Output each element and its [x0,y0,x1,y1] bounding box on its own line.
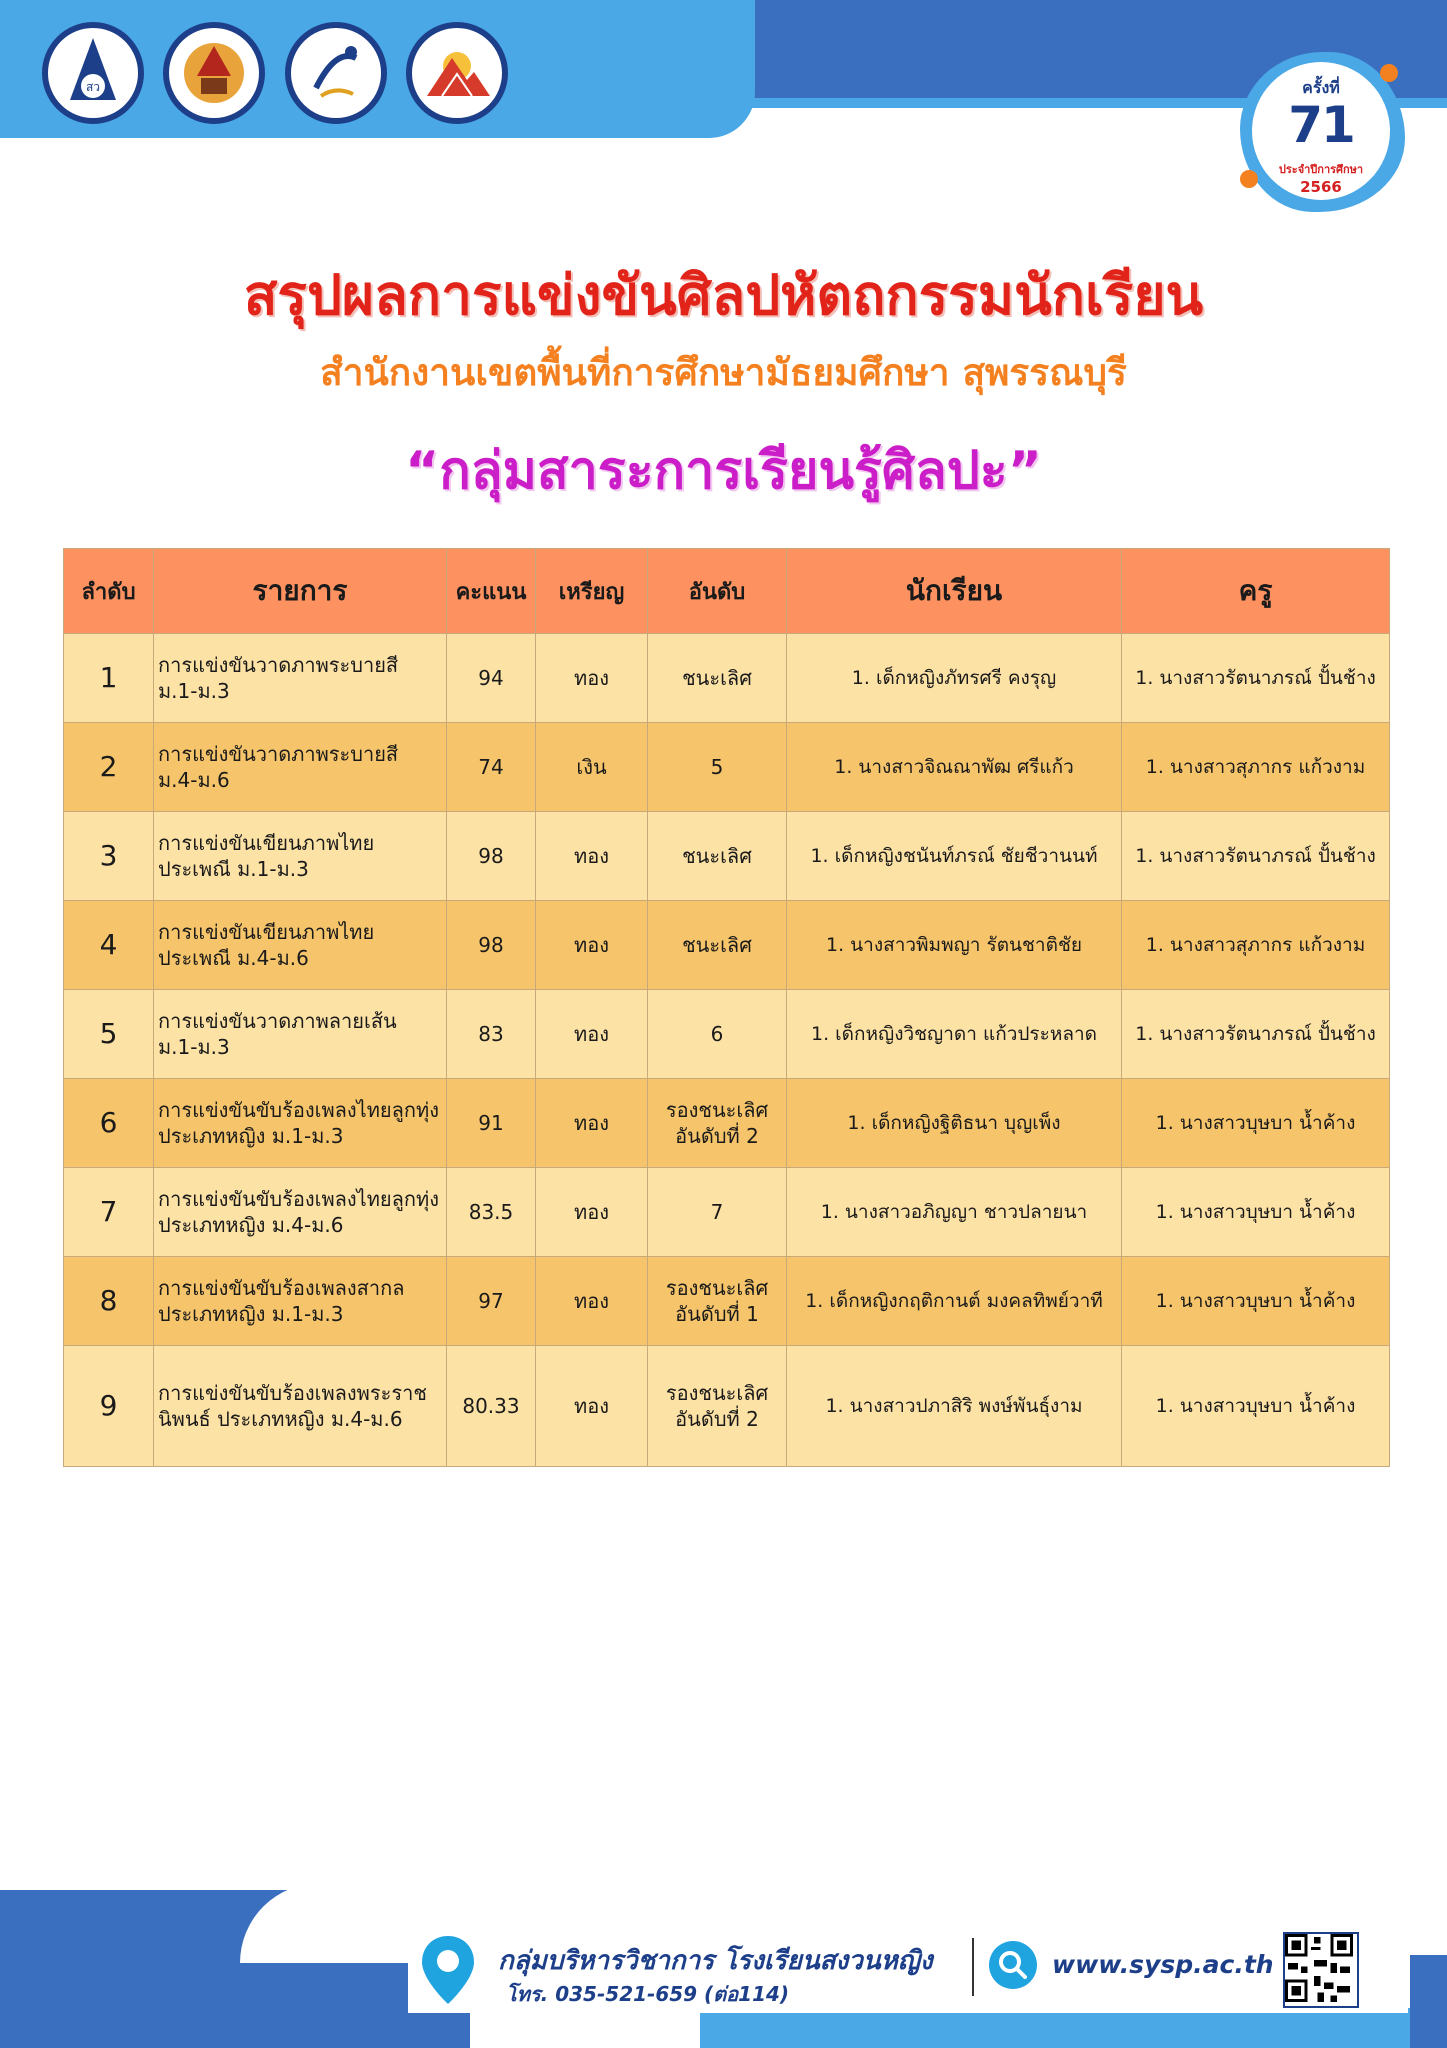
qr-code-icon [1283,1932,1359,2008]
header-score: คะแนน [447,549,536,634]
footer-band-corner [1410,1955,1447,2048]
cell-teacher: 1. นางสาวรัตนาภรณ์ ปั้นช้าง [1122,634,1390,723]
footer-band-light [700,2008,1447,2048]
table-row [64,1079,1390,1168]
cell-rank: ชนะเลิศ [648,634,787,723]
cell-order: 6 [64,1079,154,1168]
cell-item: การแข่งขันขับร้องเพลงสากล ประเภทหญิง ม.1-ม.3 [154,1257,447,1346]
cell-item: การแข่งขันวาดภาพระบายสี ม.1-ม.3 [154,634,447,723]
cell-teacher: 1. นางสาวสุภากร แก้วงาม [1122,901,1390,990]
cell-student: 1. เด็กหญิงวิชญาดา แก้วประหลาด [787,990,1122,1079]
table-row [64,634,1390,723]
cell-rank: รองชนะเลิศ อันดับที่ 2 [648,1079,787,1168]
subject-group-title: “กลุ่มสาระการเรียนรู้ศิลปะ” [405,441,1042,501]
cell-order: 7 [64,1168,154,1257]
cell-teacher: 1. นางสาวรัตนาภรณ์ ปั้นช้าง [1122,812,1390,901]
cell-item: การแข่งขันขับร้องเพลงไทยลูกทุ่ง ประเภทหญิง ม.1-ม.3 [154,1079,447,1168]
cell-medal: ทอง [536,1079,648,1168]
cell-item: การแข่งขันขับร้องเพลงพระราชนิพนธ์ ประเภทหญิง ม.4-ม.6 [154,1346,447,1467]
cell-student: 1. เด็กหญิงฐิติธนา บุญเพ็ง [787,1079,1122,1168]
cell-item: การแข่งขันเขียนภาพไทยประเพณี ม.1-ม.3 [154,812,447,901]
cell-teacher: 1. นางสาวบุษบา น้ำค้าง [1122,1346,1390,1467]
table-row [64,990,1390,1079]
cell-score: 97 [447,1257,536,1346]
footer-divider [972,1938,974,1996]
cell-rank: 7 [648,1168,787,1257]
cell-order: 9 [64,1346,154,1467]
cell-medal: ทอง [536,990,648,1079]
cell-score: 98 [447,812,536,901]
footer-phone: โทร. 035-521-659 (ต่อ114) [506,1982,790,2006]
table-row [64,901,1390,990]
cell-item: การแข่งขันขับร้องเพลงไทยลูกทุ่ง ประเภทหญิง ม.4-ม.6 [154,1168,447,1257]
cell-teacher: 1. นางสาวสุภากร แก้วงาม [1122,723,1390,812]
cell-score: 83.5 [447,1168,536,1257]
cell-student: 1. เด็กหญิงภัทรศรี คงรุญ [787,634,1122,723]
cell-student: 1. เด็กหญิงกฤติกานต์ มงคลทิพย์วาที [787,1257,1122,1346]
cell-teacher: 1. นางสาวรัตนาภรณ์ ปั้นช้าง [1122,990,1390,1079]
cell-rank: 6 [648,990,787,1079]
cell-rank: รองชนะเลิศ อันดับที่ 2 [648,1346,787,1467]
footer-website[interactable]: www.sysp.ac.th [1052,1950,1274,1979]
cell-student: 1. นางสาวพิมพญา รัตนชาติชัย [787,901,1122,990]
header-medal: เหรียญ [536,549,648,634]
cell-order: 8 [64,1257,154,1346]
cell-medal: ทอง [536,901,648,990]
cell-student: 1. เด็กหญิงชนันท์ภรณ์ ชัยชีวานนท์ [787,812,1122,901]
table-row [64,1257,1390,1346]
results-table [63,548,1390,1467]
cell-medal: ทอง [536,1168,648,1257]
footer-organization: กลุ่มบริหารวิชาการ โรงเรียนสงวนหญิง [498,1946,933,1976]
cell-teacher: 1. นางสาวบุษบา น้ำค้าง [1122,1079,1390,1168]
cell-rank: ชนะเลิศ [648,812,787,901]
cell-teacher: 1. นางสาวบุษบา น้ำค้าง [1122,1168,1390,1257]
ministry-emblem-logo [163,22,265,124]
cell-score: 80.33 [447,1346,536,1467]
location-pin-icon [418,1934,478,2006]
cell-item: การแข่งขันเขียนภาพไทยประเพณี ม.4-ม.6 [154,901,447,990]
cell-item: การแข่งขันวาดภาพลายเส้น ม.1-ม.3 [154,990,447,1079]
cell-student: 1. นางสาวปภาสิริ พงษ์พันธุ์งาม [787,1346,1122,1467]
cell-medal: ทอง [536,634,648,723]
badge-year: 2566 [1300,178,1342,196]
cell-order: 3 [64,812,154,901]
badge-top-text: ครั้งที่ [1302,78,1340,97]
cell-student: 1. นางสาวจิณณาพัฒ ศรีแก้ว [787,723,1122,812]
cell-order: 4 [64,901,154,990]
table-row [64,812,1390,901]
cell-score: 98 [447,901,536,990]
suphanburi-athlete-logo [285,22,387,124]
header-rank: อันดับ [648,549,787,634]
badge-sub-text: ประจำปีการศึกษา [1278,163,1364,176]
school-emblem-logo [42,22,144,124]
svg-text:สว: สว [85,80,101,94]
cell-teacher: 1. นางสาวบุษบา น้ำค้าง [1122,1257,1390,1346]
table-row [64,1346,1390,1467]
cell-medal: ทอง [536,1346,648,1467]
cell-order: 2 [64,723,154,812]
page-subtitle: สำนักงานเขตพื้นที่การศึกษามัธยมศึกษา สุพรรณบุรี [320,351,1127,394]
cell-score: 74 [447,723,536,812]
cell-rank: รองชนะเลิศ อันดับที่ 1 [648,1257,787,1346]
page-title: สรุปผลการแข่งขันศิลปหัตถกรรมนักเรียน [243,263,1204,327]
cell-item: การแข่งขันวาดภาพระบายสี ม.4-ม.6 [154,723,447,812]
cell-medal: ทอง [536,812,648,901]
cell-score: 83 [447,990,536,1079]
cell-order: 5 [64,990,154,1079]
badge-circle [1252,62,1390,200]
edition-badge [1240,52,1405,212]
table-header-row [64,549,1390,634]
search-icon [988,1940,1038,1990]
header-order: ลำดับ [64,549,154,634]
cell-score: 91 [447,1079,536,1168]
header-teacher: ครู [1122,549,1390,634]
cell-score: 94 [447,634,536,723]
cell-student: 1. นางสาวอภิญญา ชาวปลายนา [787,1168,1122,1257]
cell-rank: ชนะเลิศ [648,901,787,990]
cell-order: 1 [64,634,154,723]
header-item: รายการ [154,549,447,634]
cell-rank: 5 [648,723,787,812]
cell-medal: ทอง [536,1257,648,1346]
mountain-sun-logo [406,22,508,124]
header-student: นักเรียน [787,549,1122,634]
table-row [64,1168,1390,1257]
badge-number: 71 [1288,96,1354,154]
cell-medal: เงิน [536,723,648,812]
table-row [64,723,1390,812]
